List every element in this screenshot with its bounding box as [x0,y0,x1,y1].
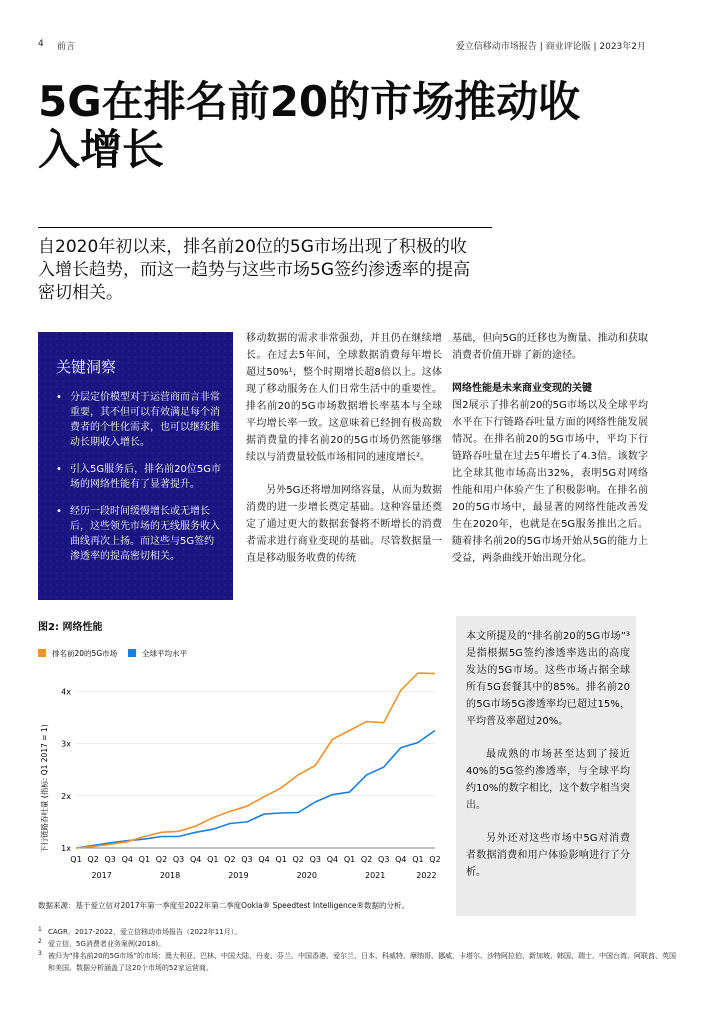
x-tick-label: Q4 [395,855,407,864]
y-axis-label: 下行链路吞吐量 (指标: Q1 2017 = 1) [40,724,49,853]
footnote: 2 爱立信，5G消费者业务案例(2018)。 [38,938,166,948]
figure-title: 图2: 网络性能 [38,622,103,633]
key-insights-box [38,332,233,600]
x-tick-label: Q1 [70,855,82,864]
body-column-right [452,330,648,583]
x-tick-label: Q1 [138,855,151,864]
key-insight-item: • 经历一段时间缓慢增长或无增长后，这些领先市场的无线服务收入曲线再次上扬。而这些与5G签约渗透率的提高密切相关。 [56,504,224,564]
y-tick-label: 1x [61,844,71,853]
body-paragraph: 图2展示了排名前20的5G市场以及全球平均水平在下行链路吞吐量方面的网络性能发展情况。在排名前20的5G市场中，平均下行链路吞吐量在过去5年增长了4.3倍。该数字比全球其他市场高出32%，表明5G对网络性能和用户体验产生了积极影响。在排名前20的5G市场中，最显著的网络性能改善发生在2020年，也就是在5G服务推出之后。随着排名前20的5G市场开始从5G的能力上受益，两条曲线开始出现分化。 [452,400,648,564]
x-tick-label: Q4 [189,855,202,864]
page-title: 5G在排名前20的市场推动收入增长 [38,77,581,174]
x-tick-label: Q1 [412,855,424,864]
x-tick-label: Q1 [275,855,287,864]
chart-ticks [61,687,441,880]
x-year-label: 2022 [416,871,437,880]
x-tick-label: Q2 [155,855,168,864]
lead-paragraph: 自2020年初以来，排名前20位的5G市场出现了积极的收入增长趋势，而这一趋势与这些市场5G签约渗透率的提高密切相关。 [38,237,470,303]
legend-swatch-global [128,649,136,657]
x-tick-label: Q1 [207,855,219,864]
x-tick-label: Q4 [258,855,270,864]
x-tick-label: Q1 [343,855,356,864]
key-insight-item: • 分层定价模型对于运营商而言非常重要，其不但可以有效满足每个消费者的个性化需求，也可以继续推动长期收入增长。 [56,390,224,450]
y-tick-label: 3x [61,739,71,749]
page-number: 4 [38,39,44,49]
key-insight-item: • 引入5G服务后，排名前20位5G市场的网络性能有了显著提升。 [56,462,224,492]
x-tick-label: Q3 [241,855,253,864]
y-tick-label: 4x [61,687,71,697]
body-paragraph: 基础，但向5G的迁移也为衡量、推动和获取消费者价值开辟了新的途径。 [452,333,648,361]
chart-grid [76,691,435,848]
x-tick-label: Q2 [292,855,304,864]
key-insights-title: 关键洞察 [56,358,117,376]
y-tick-label: 2x [61,791,71,801]
footnote: 1 CAGR，2017-2022，爱立信移动市场报告（2022年11月）。 [38,926,242,936]
note-paragraph: 另外还对这些市场中5G对消费者数据消费和用户体验影响进行了分析。 [466,833,630,878]
x-tick-label: Q2 [224,855,236,864]
x-tick-label: Q2 [87,855,99,864]
market-definition-box [456,616,636,916]
x-tick-label: Q2 [429,855,441,864]
legend-swatch-top20 [38,649,46,657]
note-paragraph: 最成熟的市场甚至达到了接近40%的5G签约渗透率，与全球平均约10%的数字相比，这个数字相当突出。 [466,749,630,811]
series-line [76,673,435,848]
x-year-label: 2017 [91,871,112,880]
x-year-label: 2021 [364,871,386,880]
report-label: 爱立信移动市场报告 | 商业评论版 | 2023年2月 [455,42,646,52]
key-insights-list [56,390,224,576]
body-paragraph: 另外5G还将增加网络容量，从而为数据消费的进一步增长奠定基础。这种容量还奠定了通过更大的数据套餐将不断增长的消费者需求进行商业变现的基础。尽管数据量一直是移动服务收费的传统 [246,485,442,564]
body-column-middle [246,330,442,583]
x-tick-label: Q3 [104,855,116,864]
footnotes [38,926,678,974]
x-tick-label: Q2 [360,855,373,864]
x-tick-label: Q4 [121,855,133,864]
x-year-label: 2019 [228,871,249,880]
divider [38,227,492,228]
x-year-label: 2020 [296,871,317,880]
series-line [76,731,435,849]
x-tick-label: Q3 [172,855,185,864]
chart-lines [76,673,435,848]
body-paragraph: 移动数据的需求非常强劲，并且仍在继续增长。在过去5年间，全球数据消费每年增长超过50%¹，整个时期增长超8倍以上。这体现了移动服务在人们日常生活中的重要性。排名前20的5G市场数据增长率基本与全球平均增长率一致。这意味着已经拥有极高数据消费量的排名前20的5G市场仍然能够继续以与消费量较低市场相同的速度增长²。 [246,333,442,463]
x-tick-label: Q3 [309,855,322,864]
figure-source: 数据来源：基于爱立信对2017年第一季度至2022年第二季度Ookla® Speedtest Intelligence®数据的分析。 [38,901,410,910]
x-year-label: 2018 [159,871,181,880]
x-tick-label: Q3 [378,855,390,864]
footnote: 3 被归为“排名前20的5G市场”的市场：澳大利亚、巴林、中国大陆、丹麦、芬兰、中国香港、爱尔兰、日本、科威特、摩纳哥、挪威、卡塔尔、沙特阿拉伯、新加坡、韩国、瑞士、中国台湾、阿联酋、英国和美国。数据分析涵盖了这20个市场的52家运营商。 [38,950,677,972]
legend-label-global: 全球平均水平 [142,649,187,658]
note-paragraph: 本文所提及的“排名前20的5G市场”³是指根据5G签约渗透率选出的高度发达的5G市场。这些市场占据全球所有5G套餐其中的85%。排名前20的5G市场5G渗透率均已超过15%，平均普及率超过20%。 [466,631,630,727]
network-performance-chart [30,640,450,895]
legend-label-top20: 排名前20的5G市场 [52,649,118,658]
section-label: 前言 [57,42,76,52]
section-heading: 网络性能是未来商业变现的关键 [452,383,592,394]
x-tick-label: Q4 [326,855,339,864]
